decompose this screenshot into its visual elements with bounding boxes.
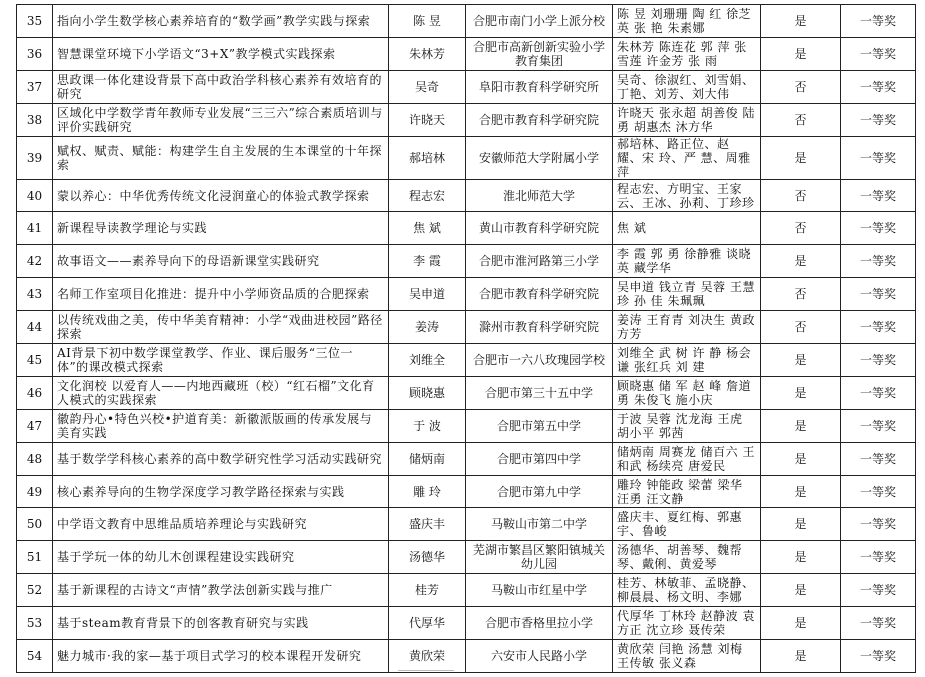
team-members: 许晓天 张永超 胡善俊 陆勇 胡惠杰 沐方华 [613, 103, 761, 136]
table-row [17, 640, 916, 673]
team-members: 雕玲 钟能政 梁蕾 梁华 汪勇 汪文静 [613, 475, 761, 508]
award-grade: 一等奖 [841, 344, 916, 377]
table-row [17, 212, 916, 245]
project-host: 陈 昱 [389, 5, 466, 38]
yes-no-flag: 是 [761, 508, 841, 541]
project-host: 代厚华 [389, 607, 466, 640]
project-host: 刘维全 [389, 344, 466, 377]
row-number: 41 [17, 212, 53, 245]
project-title: 中学语文教育中思维品质培养理论与实践研究 [53, 508, 389, 541]
project-host: 焦 斌 [389, 212, 466, 245]
row-number: 44 [17, 311, 53, 344]
row-number: 48 [17, 442, 53, 475]
yes-no-flag: 是 [761, 409, 841, 442]
project-title: 基于数学学科核心素养的高中数学研究性学习活动实践研究 [53, 442, 389, 475]
host-unit: 淮北师范大学 [466, 179, 613, 212]
table-row [17, 245, 916, 278]
project-title: 指向小学生数学核心素养培育的“数学画”教学实践与探索 [53, 5, 389, 38]
project-host: 汤德华 [389, 541, 466, 574]
host-unit: 合肥市高新创新实验小学教育集团 [466, 37, 613, 70]
row-number: 39 [17, 136, 53, 179]
row-number: 53 [17, 607, 53, 640]
award-grade: 一等奖 [841, 103, 916, 136]
table-row [17, 70, 916, 103]
team-members: 汤德华、胡善琴、魏帮琴、戴俐、黄爱琴 [613, 541, 761, 574]
project-host: 黄欣荣 [389, 640, 466, 673]
team-members: 吴申道 钱立青 吴蓉 王慧珍 孙 佳 朱珮珮 [613, 278, 761, 311]
award-grade: 一等奖 [841, 37, 916, 70]
yes-no-flag: 否 [761, 311, 841, 344]
award-grade: 一等奖 [841, 245, 916, 278]
host-unit: 阜阳市教育科学研究所 [466, 70, 613, 103]
row-number: 51 [17, 541, 53, 574]
table-row [17, 607, 916, 640]
project-title: 基于新课程的古诗文“声情”教学法创新实践与推广 [53, 574, 389, 607]
row-number: 37 [17, 70, 53, 103]
award-grade: 一等奖 [841, 136, 916, 179]
project-host: 雕 玲 [389, 475, 466, 508]
yes-no-flag: 是 [761, 541, 841, 574]
team-members: 于波 吴蓉 沈龙海 王虎 胡小平 郭茜 [613, 409, 761, 442]
project-host: 储炳南 [389, 442, 466, 475]
yes-no-flag: 是 [761, 344, 841, 377]
table-row [17, 5, 916, 38]
yes-no-flag: 是 [761, 5, 841, 38]
award-grade: 一等奖 [841, 475, 916, 508]
project-title: 区域化中学数学青年教师专业发展“三三六”综合素质培训与评价实践研究 [53, 103, 389, 136]
project-title: 智慧课堂环境下小学语文“3+X”教学模式实践探索 [53, 37, 389, 70]
team-members: 桂芳、林敏菲、孟晓静、柳晨晨、杨文明、李娜 [613, 574, 761, 607]
row-number: 38 [17, 103, 53, 136]
host-unit: 黄山市教育科学研究院 [466, 212, 613, 245]
project-host: 桂芳 [389, 574, 466, 607]
award-grade: 一等奖 [841, 179, 916, 212]
host-unit: 合肥市淮河路第三小学 [466, 245, 613, 278]
host-unit: 合肥市第四中学 [466, 442, 613, 475]
project-title: 赋权、赋责、赋能：构建学生自主发展的生本课堂的十年探索 [53, 136, 389, 179]
project-title: 基于学玩一体的幼儿木创课程建设实践研究 [53, 541, 389, 574]
team-members: 焦 斌 [613, 212, 761, 245]
yes-no-flag: 是 [761, 376, 841, 409]
team-members: 顾晓惠 储 军 赵 峰 詹道勇 朱俊飞 施小庆 [613, 376, 761, 409]
project-title: 以传统戏曲之美，传中华美育精神：小学“戏曲进校园”路径探索 [53, 311, 389, 344]
award-grade: 一等奖 [841, 442, 916, 475]
project-title: 故事语文——素养导向下的母语新课堂实践研究 [53, 245, 389, 278]
host-unit: 滁州市教育科学研究院 [466, 311, 613, 344]
project-host: 于 波 [389, 409, 466, 442]
yes-no-flag: 是 [761, 245, 841, 278]
project-host: 顾晓惠 [389, 376, 466, 409]
table-row [17, 376, 916, 409]
table-row [17, 136, 916, 179]
project-host: 郝培林 [389, 136, 466, 179]
table-row [17, 409, 916, 442]
row-number: 46 [17, 376, 53, 409]
host-unit: 合肥市一六八玫瑰园学校 [466, 344, 613, 377]
team-members: 姜涛 王育青 刘决生 黄政方芳 [613, 311, 761, 344]
team-members: 盛庆丰、夏红梅、郭惠宇、鲁峻 [613, 508, 761, 541]
award-grade: 一等奖 [841, 508, 916, 541]
project-host: 吴申道 [389, 278, 466, 311]
awards-table [16, 4, 916, 673]
project-host: 许晓天 [389, 103, 466, 136]
row-number: 49 [17, 475, 53, 508]
row-number: 43 [17, 278, 53, 311]
row-number: 52 [17, 574, 53, 607]
project-title: AI背景下初中数学课堂教学、作业、课后服务“三位一体”的课改模式探索 [53, 344, 389, 377]
host-unit: 马鞍山市第二中学 [466, 508, 613, 541]
row-number: 42 [17, 245, 53, 278]
team-members: 郝培林、路正位、赵 耀、宋 玲、严 慧、周雅萍 [613, 136, 761, 179]
table-row [17, 475, 916, 508]
row-number: 35 [17, 5, 53, 38]
table-row [17, 179, 916, 212]
project-title: 思政课一体化建设背景下高中政治学科核心素养有效培育的研究 [53, 70, 389, 103]
table-row [17, 311, 916, 344]
host-unit: 合肥市教育科学研究院 [466, 103, 613, 136]
row-number: 47 [17, 409, 53, 442]
project-title: 基于steam教育背景下的创客教育研究与实践 [53, 607, 389, 640]
award-grade: 一等奖 [841, 212, 916, 245]
project-host: 程志宏 [389, 179, 466, 212]
team-members: 李 霞 郭 勇 徐静雅 谈晓英 藏学华 [613, 245, 761, 278]
yes-no-flag: 是 [761, 442, 841, 475]
team-members: 吴奇、徐淑红、刘雪娟、丁艳、刘芳、刘大伟 [613, 70, 761, 103]
host-unit: 合肥市第五中学 [466, 409, 613, 442]
team-members: 陈 昱 刘珊珊 陶 红 徐芝英 张 艳 朱素娜 [613, 5, 761, 38]
host-unit: 合肥市南门小学上派分校 [466, 5, 613, 38]
team-members: 程志宏、方明宝、王家云、王冰、孙莉、丁珍珍 [613, 179, 761, 212]
table-row [17, 278, 916, 311]
row-number: 36 [17, 37, 53, 70]
yes-no-flag: 否 [761, 278, 841, 311]
host-unit: 合肥市教育科学研究院 [466, 278, 613, 311]
award-grade: 一等奖 [841, 409, 916, 442]
host-unit: 合肥市香格里拉小学 [466, 607, 613, 640]
row-number: 50 [17, 508, 53, 541]
team-members: 朱林芳 陈连花 郭 萍 张雪莲 许金芳 张 雨 [613, 37, 761, 70]
table-row [17, 541, 916, 574]
project-title: 核心素养导向的生物学深度学习教学路径探索与实践 [53, 475, 389, 508]
team-members: 储炳南 周赛龙 储百六 王和武 杨续亮 唐爱民 [613, 442, 761, 475]
project-host: 朱林芳 [389, 37, 466, 70]
award-grade: 一等奖 [841, 5, 916, 38]
project-host: 盛庆丰 [389, 508, 466, 541]
award-grade: 一等奖 [841, 607, 916, 640]
award-grade: 一等奖 [841, 376, 916, 409]
table-row [17, 103, 916, 136]
yes-no-flag: 是 [761, 574, 841, 607]
team-members: 刘维全 武 树 许 静 杨会谦 张红兵 刘 建 [613, 344, 761, 377]
row-number: 45 [17, 344, 53, 377]
yes-no-flag: 是 [761, 136, 841, 179]
table-row [17, 344, 916, 377]
award-grade: 一等奖 [841, 541, 916, 574]
yes-no-flag: 是 [761, 37, 841, 70]
award-grade: 一等奖 [841, 278, 916, 311]
yes-no-flag: 是 [761, 607, 841, 640]
yes-no-flag: 否 [761, 70, 841, 103]
project-title: 文化润校 以爱育人——内地西藏班（校）“红石榴”文化育人模式的实践探索 [53, 376, 389, 409]
host-unit: 六安市人民路小学 [466, 640, 613, 673]
project-title: 名师工作室项目化推进：提升中小学师资品质的合肥探索 [53, 278, 389, 311]
yes-no-flag: 否 [761, 179, 841, 212]
project-host: 李 霞 [389, 245, 466, 278]
host-unit: 安徽师范大学附属小学 [466, 136, 613, 179]
yes-no-flag: 是 [761, 640, 841, 673]
table-row [17, 442, 916, 475]
award-grade: 一等奖 [841, 70, 916, 103]
project-title: 蒙以养心：中华优秀传统文化浸润童心的体验式教学探索 [53, 179, 389, 212]
host-unit: 合肥市第三十五中学 [466, 376, 613, 409]
host-unit: 芜湖市繁昌区繁阳镇城关幼儿园 [466, 541, 613, 574]
team-members: 代厚华 丁林玲 赵静波 袁方正 沈立珍 聂传荣 [613, 607, 761, 640]
table-body [17, 5, 916, 673]
project-host: 姜涛 [389, 311, 466, 344]
award-grade: 一等奖 [841, 574, 916, 607]
award-grade: 一等奖 [841, 311, 916, 344]
row-number: 54 [17, 640, 53, 673]
yes-no-flag: 否 [761, 212, 841, 245]
project-title: 徽韵丹心•特色兴校•护道育美：新徽派版画的传承发展与美育实践 [53, 409, 389, 442]
project-title: 魅力城市·我的家—基于项目式学习的校本课程开发研究 [53, 640, 389, 673]
team-members: 黄欣荣 闫艳 汤慧 刘梅 王传敏 张义森 [613, 640, 761, 673]
host-unit: 合肥市第九中学 [466, 475, 613, 508]
host-unit: 马鞍山市红星中学 [466, 574, 613, 607]
project-host: 吴奇 [389, 70, 466, 103]
yes-no-flag: 是 [761, 475, 841, 508]
table-row [17, 508, 916, 541]
award-grade: 一等奖 [841, 640, 916, 673]
table-row [17, 37, 916, 70]
project-title: 新课程导读教学理论与实践 [53, 212, 389, 245]
row-number: 40 [17, 179, 53, 212]
table-row [17, 574, 916, 607]
yes-no-flag: 否 [761, 103, 841, 136]
